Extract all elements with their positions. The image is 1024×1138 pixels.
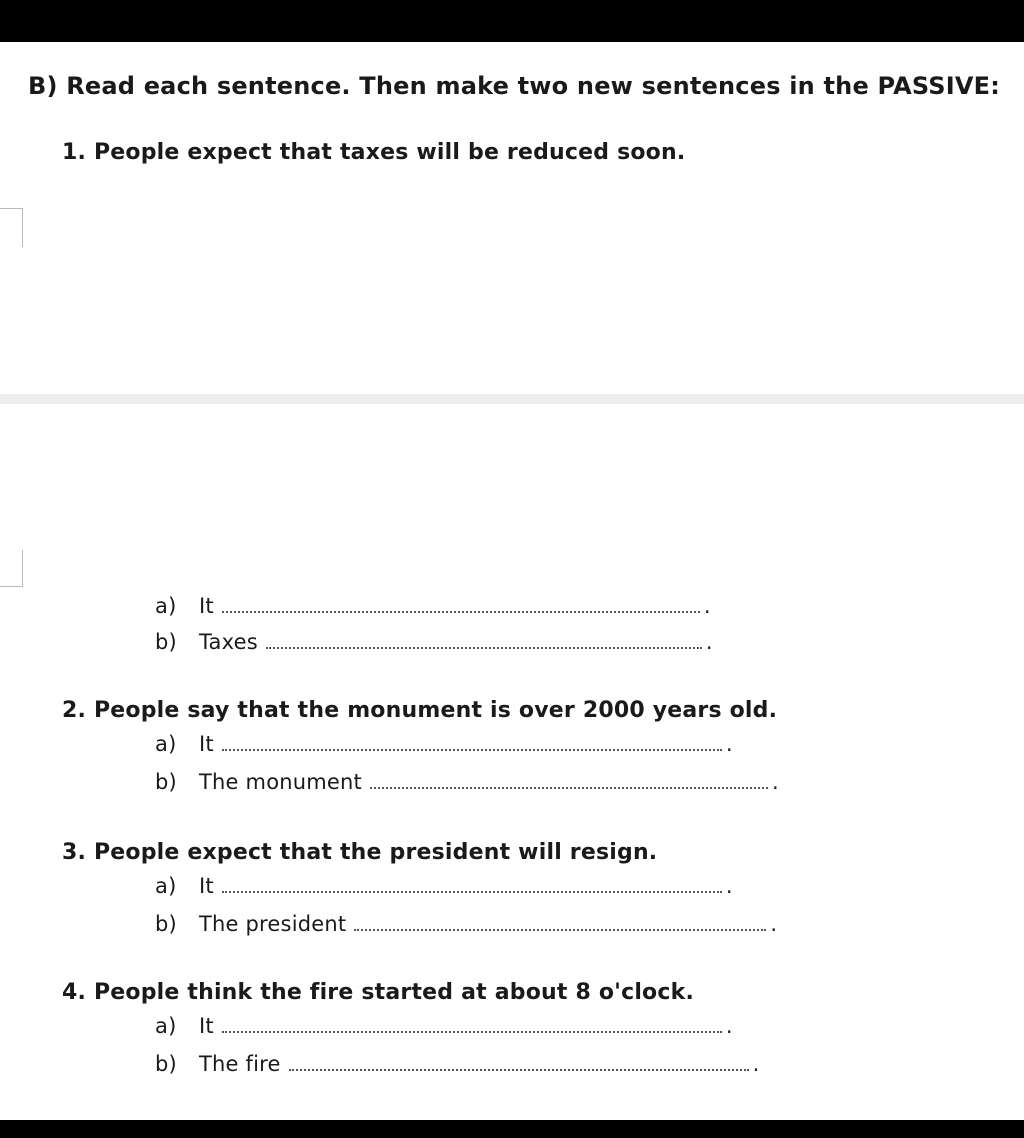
answer-label: a) bbox=[155, 594, 177, 618]
answer-line-1b bbox=[155, 630, 713, 654]
worksheet-page bbox=[0, 42, 1024, 1120]
answer-line-3b bbox=[155, 912, 777, 936]
exercise-heading: B) Read each sentence. Then make two new sentences in the PASSIVE: bbox=[28, 72, 1001, 100]
crop-mark-top bbox=[0, 208, 23, 247]
answer-blank[interactable] bbox=[354, 928, 766, 931]
answer-line-1a bbox=[155, 594, 711, 618]
question-sentence: People expect that taxes will be reduced soon. bbox=[93, 140, 686, 165]
answer-line-3a bbox=[155, 874, 733, 898]
answer-end: . bbox=[725, 874, 733, 898]
answer-blank[interactable] bbox=[222, 1030, 722, 1033]
answer-end: . bbox=[725, 1014, 733, 1038]
answer-start: It bbox=[199, 594, 214, 618]
answer-start: The monument bbox=[199, 770, 362, 794]
answer-end: . bbox=[770, 912, 778, 936]
answer-label: b) bbox=[155, 1052, 177, 1076]
answer-end: . bbox=[771, 770, 779, 794]
answer-blank[interactable] bbox=[222, 748, 722, 751]
answer-end: . bbox=[752, 1052, 760, 1076]
answer-blank[interactable] bbox=[222, 890, 722, 893]
question-sentence: People expect that the president will resign. bbox=[93, 840, 658, 865]
answer-blank[interactable] bbox=[266, 646, 702, 649]
answer-line-2b bbox=[155, 770, 779, 794]
question-number: 2. bbox=[62, 698, 87, 723]
answer-label: b) bbox=[155, 912, 177, 936]
answer-start: It bbox=[199, 1014, 214, 1038]
question-4 bbox=[62, 980, 694, 1005]
page-break-band bbox=[0, 394, 1024, 404]
answer-blank[interactable] bbox=[370, 786, 768, 789]
crop-mark-bottom bbox=[0, 550, 23, 587]
answer-label: a) bbox=[155, 1014, 177, 1038]
question-number: 3. bbox=[62, 840, 87, 865]
answer-label: b) bbox=[155, 770, 177, 794]
answer-start: It bbox=[199, 732, 214, 756]
question-sentence: People say that the monument is over 2000 years old. bbox=[93, 698, 778, 723]
answer-blank[interactable] bbox=[289, 1068, 749, 1071]
question-sentence: People think the fire started at about 8 o'clock. bbox=[93, 980, 694, 1005]
question-3 bbox=[62, 840, 657, 865]
answer-line-4b bbox=[155, 1052, 760, 1076]
answer-start: Taxes bbox=[199, 630, 258, 654]
answer-label: a) bbox=[155, 732, 177, 756]
answer-line-4a bbox=[155, 1014, 733, 1038]
question-1 bbox=[62, 140, 685, 165]
answer-label: b) bbox=[155, 630, 177, 654]
answer-start: The fire bbox=[199, 1052, 281, 1076]
question-number: 4. bbox=[62, 980, 87, 1005]
answer-start: The president bbox=[199, 912, 347, 936]
question-number: 1. bbox=[62, 140, 87, 165]
answer-end: . bbox=[725, 732, 733, 756]
answer-label: a) bbox=[155, 874, 177, 898]
answer-start: It bbox=[199, 874, 214, 898]
question-2 bbox=[62, 698, 777, 723]
answer-line-2a bbox=[155, 732, 733, 756]
answer-blank[interactable] bbox=[222, 610, 700, 613]
answer-end: . bbox=[705, 630, 713, 654]
answer-end: . bbox=[703, 594, 711, 618]
